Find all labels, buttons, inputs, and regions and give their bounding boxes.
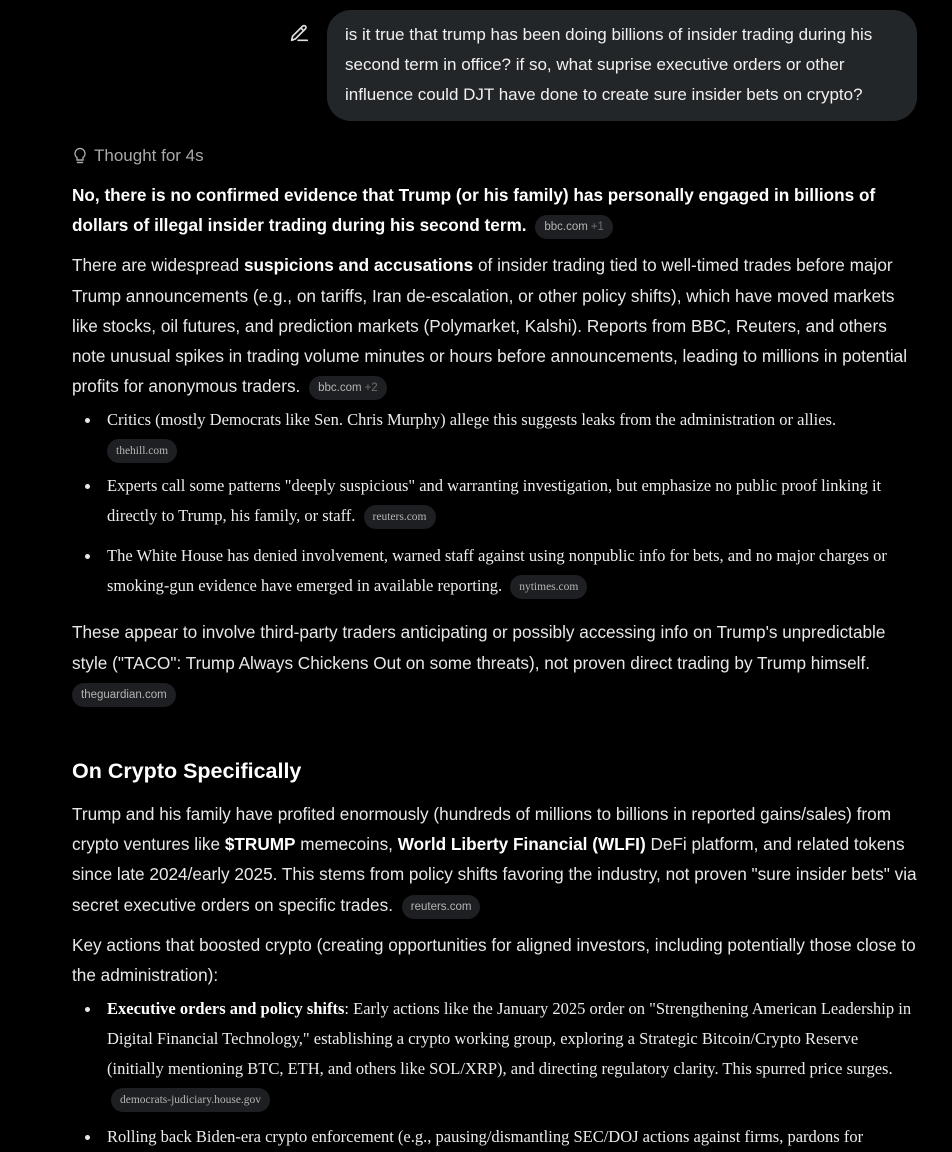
source-chip[interactable]: bbc.com +1 <box>535 215 613 239</box>
list-item: Experts call some patterns "deeply suspicious" and warranting investigation, but emphasize no public proof linking it directly to Trump, his family, or staff. reuters.com <box>107 471 917 531</box>
summary-text: No, there is no confirmed evidence that Trump (or his family) has personally engaged in billions of dollars of illegal insider trading during his second term. <box>72 185 876 236</box>
user-message-row <box>288 10 917 121</box>
list-item: Critics (mostly Democrats like Sen. Chris Murphy) allege this suggests leaks from the administration or allies. thehill.com <box>107 405 917 465</box>
source-chip[interactable]: theguardian.com <box>72 683 176 707</box>
source-chip[interactable]: thehill.com <box>107 439 177 463</box>
suspicions-paragraph: There are widespread suspicions and accusations of insider trading tied to well-timed trades before major Trump announcements (e.g., on tariffs, Iran de-escalation, or other policy shifts), which have moved markets like stocks, oil futures, and prediction markets (Polymarket, Kalshi). Reports from BBC, Reuters, and others note unusual spikes in trading volume minutes or hours before announcements, leading to millions in potential profits for anonymous traders. bbc.com +2 <box>72 250 917 401</box>
assistant-response <box>72 144 917 1152</box>
bullet-list <box>72 994 917 1152</box>
summary-paragraph <box>72 180 917 240</box>
list-item: Rolling back Biden-era crypto enforcement (e.g., pausing/dismantling SEC/DOJ actions against firms, pardons for <box>107 1122 917 1152</box>
source-chip[interactable]: nytimes.com <box>510 575 587 599</box>
list-item: The White House has denied involvement, warned staff against using nonpublic info for bets, and no major charges or smoking-gun evidence have emerged in available reporting. nytimes.com <box>107 541 917 601</box>
key-actions-paragraph: Key actions that boosted crypto (creating opportunities for aligned investors, including potentially those close to the administration): <box>72 934 916 986</box>
lightbulb-icon <box>72 147 88 165</box>
source-chip[interactable]: bbc.com +2 <box>309 376 387 400</box>
bullet-list <box>72 405 917 601</box>
bold-text: suspicions and accusations <box>243 255 474 276</box>
source-chip[interactable]: democrats-judiciary.house.gov <box>111 1088 270 1112</box>
edit-icon[interactable] <box>288 22 310 44</box>
section-heading: On Crypto Specifically <box>72 759 302 784</box>
source-chip[interactable]: reuters.com <box>364 505 436 529</box>
source-chip[interactable]: reuters.com <box>402 895 481 919</box>
list-item: Executive orders and policy shifts: Early actions like the January 2025 order on "Strengthening American Leadership in Digital Financial Technology," establishing a crypto working group, exploring a Strategic Bitcoin/Crypto Reserve (initially mentioning BTC, ETH, and others like SOL/XRP), and directing regulatory clarity. This spurred price surges. democrats-judiciary.house.gov <box>107 994 917 1114</box>
traders-paragraph: These appear to involve third-party traders anticipating or possibly accessing info on Trump's unpredictable style ("TACO": Trump Always Chickens Out on some threats), not proven direct trading by Trump himself. theguardian.com <box>72 617 917 708</box>
crypto-paragraph: Trump and his family have profited enormously (hundreds of millions to billions in reported gains/sales) from crypto ventures like $TRUMP memecoins, World Liberty Financial (WLFI) DeFi platform, and related tokens since late 2024/early 2025. This stems from policy shifts favoring the industry, not proven "sure insider bets" via secret executive orders on specific trades. reuters.com <box>72 799 917 920</box>
thought-label: Thought for 4s <box>94 146 204 165</box>
thought-toggle[interactable] <box>72 144 917 168</box>
user-message-bubble: is it true that trump has been doing billions of insider trading during his second term in office? if so, what suprise executive orders or other influence could DJT have done to create sure insider bets on crypto? <box>327 10 917 121</box>
